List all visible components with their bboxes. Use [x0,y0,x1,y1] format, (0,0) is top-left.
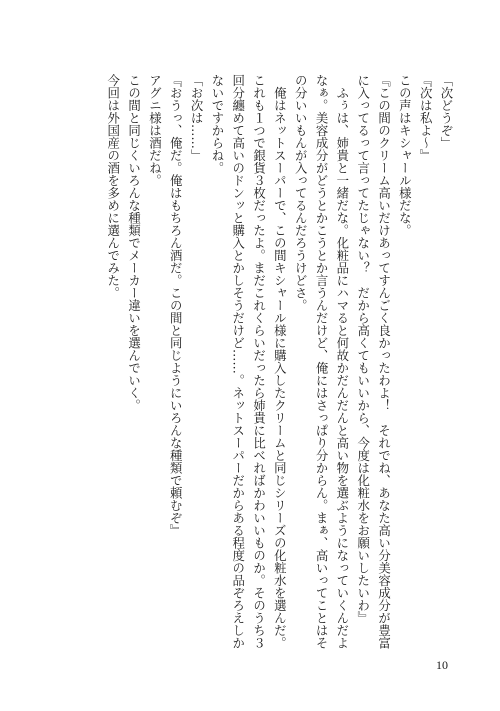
line-4: 『この間のクリーム高いだけあってすんごく良かったわよ！ それでね、あなた高い分美容成分が豊富に入ってるって言ってたじゃない？ だから高くてもいいから、今度は化粧水をお願いしたいわ』 [355,74,392,649]
line-3: この声はキシャール様だな。 [397,74,413,237]
body-text [102,74,456,654]
line-8: 『おうっ、俺だ。俺はもちろん酒だ。この間と同じようにいろんな種類で頼むぞ』 [168,74,184,537]
page-number: 10 [436,658,448,672]
line-2: 『次は私よ～』 [418,74,434,162]
line-11: 今回は外国産の酒を多めに選んでみた。 [105,74,121,299]
line-1: 「次どうぞ」 [439,74,454,149]
line-10: この間と同じくいろんな種類でメーカー違いを選んでいく。 [126,74,142,412]
line-7: 「お次は……」 [189,74,205,162]
line-9: アグニ様は酒だね。 [147,74,163,187]
line-5: ふぅは、姉貴と一緒だな。化粧品にハマると何故かだんだんと高い物を選ぶようになっていくんだよなぁ。美容成分がどうとかこうとか言うんだけど、俺にはさっぱり分からん。まぁ、高いってことはその分いいもんが入ってるんだろうけどさ。 [293,74,350,649]
line-6: 俺はネットスーパーで、この間キシャール様に購入したクリームと同じシリーズの化粧水を選んだ。これも１つで銀貨３枚だったよ。まだこれくらいだったら姉貴に比べればかわいいものか。そのうち３回分纏めて高いのドンッと購入とかしそうだけど……。ネットスーパーだからある程度の品ぞろえしかないですからね。 [209,74,288,649]
